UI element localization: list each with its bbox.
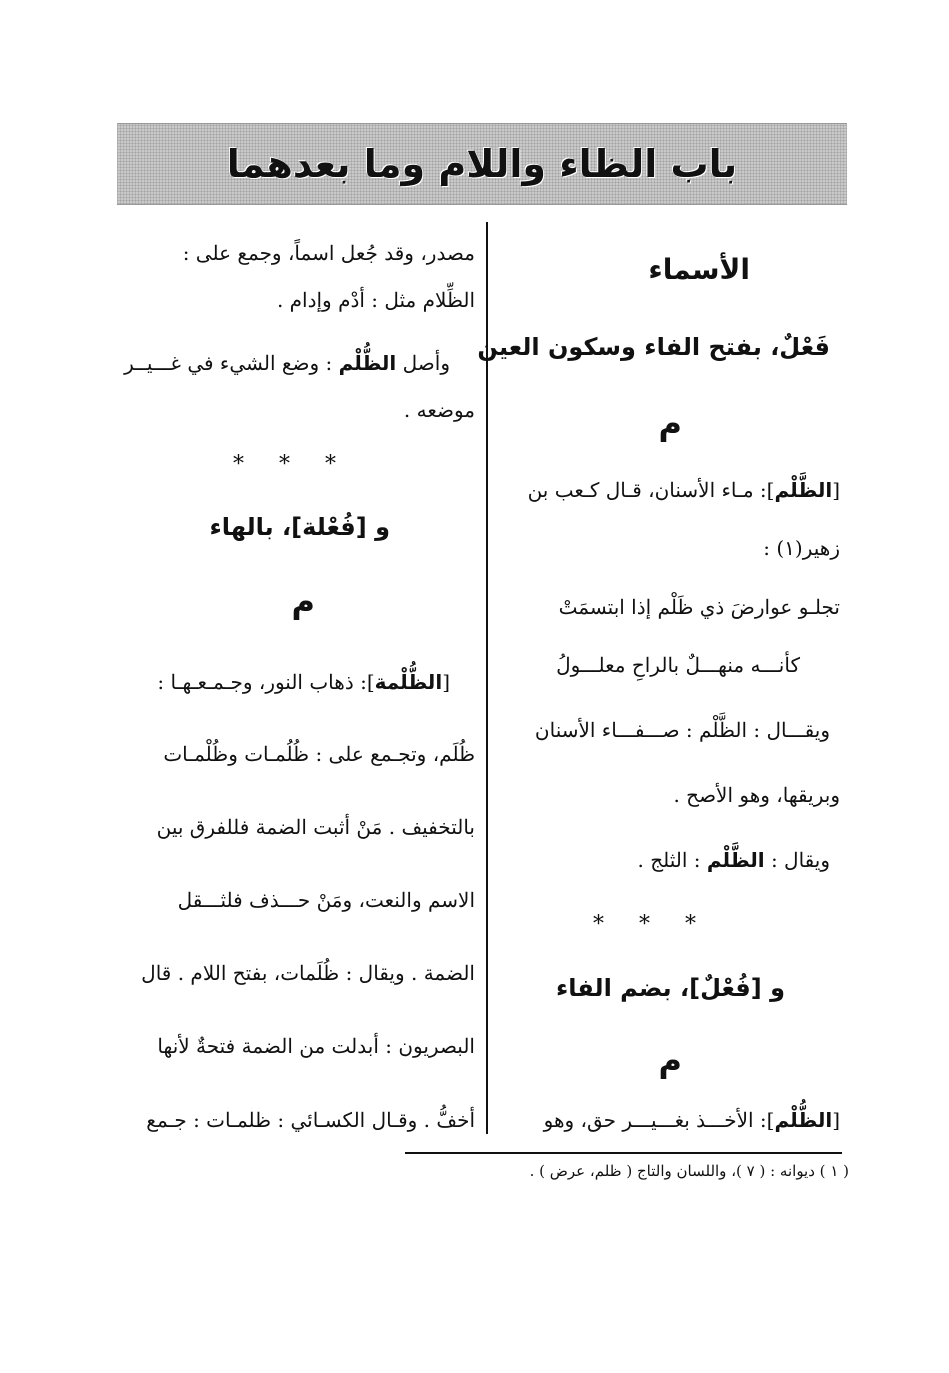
footnote: ( ١ ) ديوانه : ( ٧ )، واللسان والتاج ( ظلم، عرض ) .	[529, 1162, 849, 1180]
entry-1-line-7-post: : الثلج .	[637, 848, 701, 872]
entry-1-line-1: [الظَّلْم]: مـاء الأسنان، قـال كـعب بن	[527, 478, 840, 502]
verse-line-1: تجلـو عوارضَ ذي ظَلْم إذا ابتسمَتْ	[558, 595, 840, 619]
left-line-8: الاسم والنعت، ومَنْ حـــذف فلثـــقل	[177, 888, 475, 912]
entry-2-term: الظُّلْم	[774, 1108, 833, 1132]
section-heading: الأسماء	[648, 253, 750, 286]
mim-marker-2: م	[658, 1041, 682, 1079]
entry-1-line-7-term: الظَّلْم	[706, 848, 765, 872]
chapter-banner	[117, 123, 847, 205]
left-line-3-term: الظُّلْم	[338, 351, 397, 375]
left-line-6: ظُلَم، وتجـمع على : ظُلُمـات وظُلْمـات	[163, 742, 475, 766]
entry-1-line-7-pre: ويقال :	[770, 848, 830, 872]
left-line-7: بالتخفيف . مَنْ أثبت الضمة فللفرق بين	[156, 815, 475, 839]
left-line-2: الظِّلام مثل : أدْم وإدام .	[276, 288, 475, 312]
left-line-11: أخفُّ . وقـال الكسـائي : ظلمـات : جـمع	[146, 1108, 475, 1132]
entry-3-term: الظُّلْمة	[374, 670, 443, 694]
pattern-heading-1: فَعْلٌ، بفتح الفاء وسكون العين	[477, 333, 830, 361]
left-line-3-post: : وضع الشيء في غـــيــر	[124, 351, 333, 375]
entry-1-line-1-text: ]: مـاء الأسنان، قـال كـعب بن	[527, 478, 775, 502]
left-line-1: مصدر، وقد جُعل اسماً، وجمع على :	[182, 241, 475, 265]
separator-stars-2: * * *	[233, 452, 350, 477]
left-line-10: البصريون : أبدلت من الضمة فتحةٌ لأنها	[157, 1034, 475, 1058]
left-line-4: موضعه .	[403, 398, 475, 422]
left-line-9: الضمة . ويقال : ظُلَمات، بفتح اللام . قال	[141, 961, 475, 985]
pattern-heading-2: و [فُعْلٌ]، بضم الفاء	[556, 974, 785, 1002]
mim-marker-1: م	[658, 404, 682, 442]
verse-line-2: كأنـــه منهـــلٌ بالراحِ معلـــولُ	[556, 653, 800, 677]
entry-3-text: ]: ذهاب النور، وجـمـعـهـا :	[157, 670, 375, 694]
entry-1-line-5: ويقـــال : الظَّلْم : صـــفـــاء الأسنان	[534, 718, 830, 742]
separator-stars-1: * * *	[593, 912, 710, 937]
pattern-heading-3: و [فُعْلة]، بالهاء	[209, 513, 390, 541]
entry-1-line-2: زهير(١) :	[763, 536, 840, 560]
footnote-rule	[405, 1152, 842, 1154]
entry-1-term: الظَّلْم	[774, 478, 833, 502]
chapter-title: باب الظاء واللام وما بعدهما	[226, 142, 738, 186]
entry-1-line-6: وبريقها، وهو الأصح .	[673, 783, 840, 807]
entry-2-line-1: [الظُّلْم]: الأخـــذ بغـــيـــر حق، وهو	[543, 1108, 840, 1132]
entry-1-line-7	[637, 845, 830, 875]
left-line-3-pre: وأصل	[402, 351, 450, 375]
left-line-3	[124, 348, 450, 378]
entry-2-text: ]: الأخـــذ بغـــيـــر حق، وهو	[543, 1108, 775, 1132]
entry-3-line-1: [الظُّلْمة]: ذهاب النور، وجـمـعـهـا :	[157, 670, 450, 694]
mim-marker-3: م	[291, 582, 315, 620]
